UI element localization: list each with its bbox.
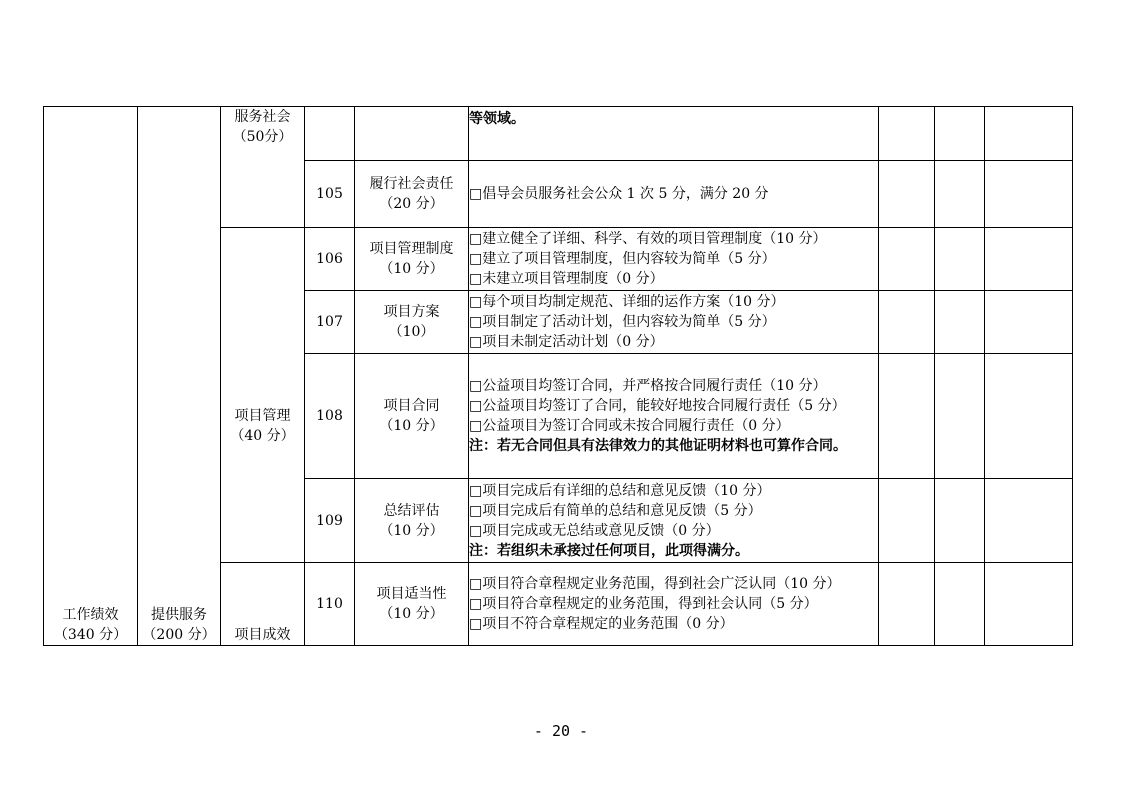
item-description: [469, 291, 879, 354]
category-score: （340 分）: [53, 627, 128, 643]
item-name-label: 履行社会责任: [369, 176, 454, 192]
category-label: 工作绩效: [62, 607, 119, 623]
score-cell: [879, 161, 935, 228]
group-label: 项目成效: [234, 627, 291, 643]
criterion-text: □建立了项目管理制度，但内容较为简单（5 分）: [469, 251, 776, 267]
remark-cell: [985, 563, 1073, 646]
criterion-text: □倡导会员服务社会公众 1 次 5 分，满分 20 分: [469, 186, 769, 202]
score-cell: [935, 354, 985, 479]
item-name-score: （10）: [388, 324, 435, 340]
item-name-label: 项目方案: [383, 304, 440, 320]
item-name: [355, 354, 469, 479]
criterion-text: □项目完成后有详细的总结和意见反馈（10 分）: [469, 482, 771, 499]
page-number: - 20 -: [533, 722, 589, 740]
item-description: [469, 228, 879, 291]
item-name: [355, 161, 469, 228]
item-name-score: （10 分）: [379, 606, 444, 622]
item-number-cell: [305, 107, 355, 161]
item-name-label: 项目适当性: [376, 586, 447, 602]
item-name: [355, 228, 469, 291]
item-description: [469, 479, 879, 563]
score-cell: [935, 291, 985, 354]
item-name-score: （10 分）: [379, 522, 444, 539]
criterion-text: □项目符合章程规定业务范围，得到社会广泛认同（10 分）: [469, 576, 841, 592]
score-cell: [879, 354, 935, 479]
group-label: 项目管理: [234, 408, 291, 424]
score-cell: [935, 563, 985, 646]
item-description: [469, 161, 879, 228]
group-project-management: [221, 228, 305, 563]
criterion-text: □公益项目为签订合同或未按合同履行责任（0 分）: [469, 418, 790, 434]
remark-cell: [985, 161, 1073, 228]
score-cell: [879, 563, 935, 646]
item-number: 106: [305, 228, 355, 291]
remark-cell: [985, 291, 1073, 354]
criterion-text: □未建立项目管理制度（0 分）: [469, 271, 664, 287]
item-number: 105: [305, 161, 355, 228]
group-score: （40 分）: [230, 428, 295, 444]
item-name-score: （20 分）: [379, 196, 444, 212]
note-text: 注：若无合同但具有法律效力的其他证明材料也可算作合同。: [469, 438, 847, 454]
item-name-score: （10 分）: [379, 418, 444, 434]
subcategory-score: （200 分）: [142, 627, 216, 643]
note-text: 注：若组织未承接过任何项目，此项得满分。: [469, 542, 749, 559]
score-cell: [935, 107, 985, 161]
remark-cell: [985, 107, 1073, 161]
group-label: 服务社会: [234, 109, 291, 125]
item-name-score: （10 分）: [379, 261, 444, 277]
item-name-label: 项目合同: [383, 398, 440, 414]
item-number: 109: [305, 479, 355, 563]
item-description-cell: [469, 107, 879, 161]
group-score: （50分）: [232, 129, 293, 145]
score-cell: [935, 228, 985, 291]
table-row-continuation: [44, 107, 1073, 161]
score-cell: [879, 291, 935, 354]
criterion-text: □项目完成后有简单的总结和意见反馈（5 分）: [469, 502, 762, 519]
item-name: [355, 291, 469, 354]
criterion-text: □项目不符合章程规定的业务范围（0 分）: [469, 616, 734, 632]
item-name: [355, 479, 469, 563]
item-name: [355, 563, 469, 646]
item-number: 108: [305, 354, 355, 479]
remark-cell: [985, 479, 1073, 563]
group-project-effect: [221, 563, 305, 646]
criterion-text: □项目制定了活动计划，但内容较为简单（5 分）: [469, 314, 776, 330]
item-number: 110: [305, 563, 355, 646]
score-cell: [879, 107, 935, 161]
category-work-performance: [44, 107, 138, 646]
criterion-text: □项目完成或无总结或意见反馈（0 分）: [469, 522, 720, 539]
criterion-text: □建立健全了详细、科学、有效的项目管理制度（10 分）: [469, 231, 827, 247]
item-number: 107: [305, 291, 355, 354]
criterion-text: □公益项目均签订了合同，能较好地按合同履行责任（5 分）: [469, 398, 846, 414]
criterion-text: □公益项目均签订合同，并严格按合同履行责任（10 分）: [469, 378, 827, 394]
score-cell: [935, 161, 985, 228]
criterion-text: □项目未制定活动计划（0 分）: [469, 334, 664, 350]
score-cell: [879, 479, 935, 563]
evaluation-table: [43, 106, 1073, 646]
item-name-label: 项目管理制度: [369, 241, 454, 257]
score-cell: [879, 228, 935, 291]
item-name-cell: [355, 107, 469, 161]
item-description: [469, 563, 879, 646]
criterion-text: □每个项目均制定规范、详细的运作方案（10 分）: [469, 294, 785, 310]
subcategory-provide-service: [138, 107, 221, 646]
criterion-text: □项目符合章程规定的业务范围，得到社会认同（5 分）: [469, 596, 818, 612]
score-cell: [935, 479, 985, 563]
item-description: [469, 354, 879, 479]
item-name-label: 总结评估: [383, 502, 440, 519]
description-text: 等领域。: [469, 111, 525, 127]
remark-cell: [985, 354, 1073, 479]
remark-cell: [985, 228, 1073, 291]
subcategory-label: 提供服务: [151, 607, 207, 623]
group-service-society: [221, 107, 305, 228]
